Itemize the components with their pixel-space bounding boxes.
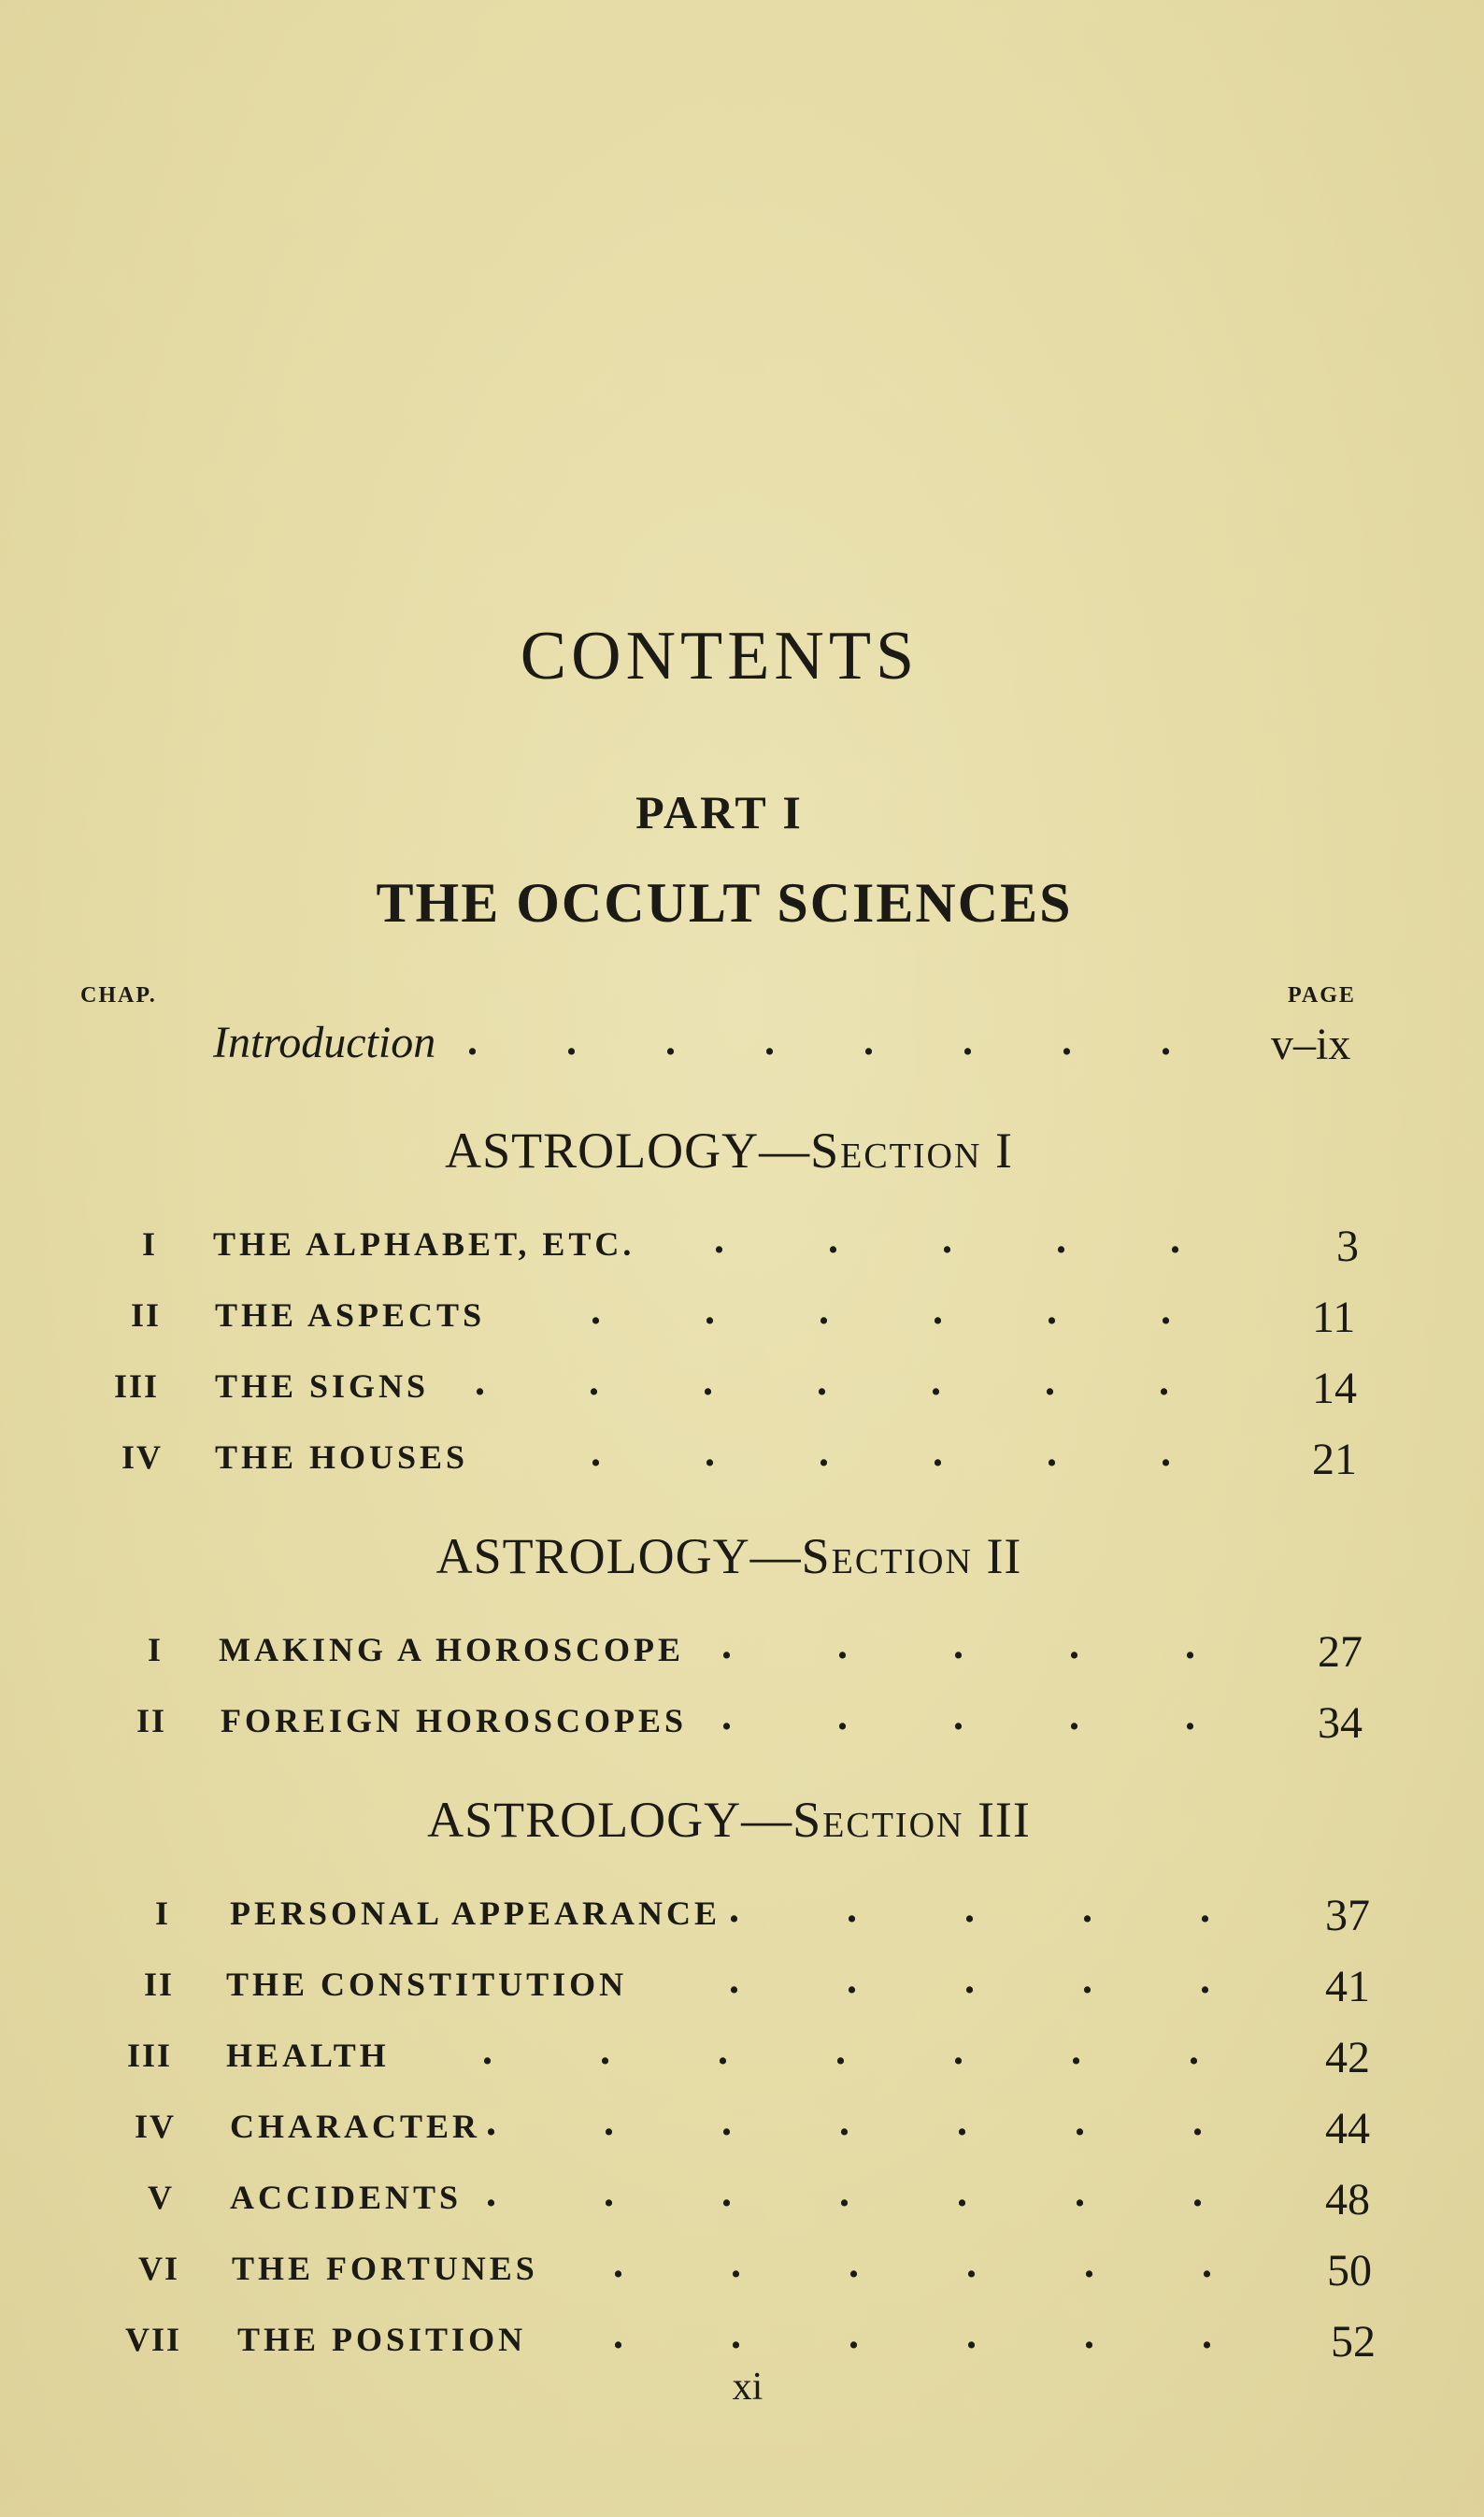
toc-entry-title: THE FORTUNES — [232, 2250, 538, 2287]
toc-entry-page: 14 — [1312, 1364, 1357, 1413]
toc-entry-chap: VI — [137, 2250, 179, 2287]
section-title: ASTROLOGY — [435, 1528, 750, 1584]
toc-entry-title: FOREIGN HOROSCOPES — [221, 1702, 688, 1739]
toc-entry-chap: II — [143, 1966, 175, 2003]
dot-leader: . . . . . . . — [486, 2169, 1203, 2215]
section-title: ASTROLOGY — [445, 1123, 760, 1179]
toc-entry-page: 21 — [1312, 1435, 1357, 1484]
toc-entry-chap: II — [130, 1296, 162, 1334]
dot-leader: . . . . . . — [613, 2240, 1212, 2286]
part-heading: PART I — [635, 786, 804, 838]
toc-entry-page: 50 — [1327, 2246, 1372, 2295]
section-dash: — — [741, 1792, 793, 1848]
toc-entry-title: HEALTH — [226, 2037, 390, 2074]
toc-entry-title: PERSONAL APPEARANCE — [230, 1895, 721, 1932]
section-heading-1 — [0, 1122, 1458, 1180]
toc-entry-chap: I — [147, 1631, 163, 1668]
section-word: Section — [801, 1528, 973, 1584]
toc-entry-title: THE ALPHABET, ETC. — [213, 1225, 635, 1263]
dot-leader: . . . . . . — [591, 1287, 1171, 1333]
dot-leader: . . . . . — [729, 1885, 1210, 1931]
toc-entry-chap: I — [141, 1225, 157, 1263]
dot-leader: . . . . . — [714, 1216, 1180, 1262]
section-word: Section — [792, 1792, 964, 1848]
toc-entry-chap: V — [148, 2179, 174, 2216]
toc-entry-chap: I — [154, 1895, 170, 1932]
dot-leader: . . . . . . — [591, 1429, 1171, 1475]
toc-entry-title: THE ASPECTS — [215, 1296, 486, 1334]
toc-entry-page: 42 — [1325, 2033, 1370, 2082]
toc-entry — [0, 1216, 1484, 1277]
toc-entry-page: v–ix — [1271, 1020, 1351, 1069]
toc-entry-chap: II — [136, 1702, 167, 1739]
toc-entry — [0, 1956, 1484, 2017]
toc-entry — [0, 2311, 1484, 2372]
section-heading-2 — [0, 1527, 1458, 1585]
section-word: Section — [810, 1123, 982, 1179]
dot-leader: . . . . . — [721, 1622, 1195, 1667]
toc-entry-chap: III — [126, 2037, 173, 2074]
dot-leader: . . . . . . . . — [467, 1018, 1171, 1064]
toc-entry-page: 44 — [1325, 2104, 1370, 2153]
toc-entry-title: CHARACTER — [230, 2108, 481, 2145]
section-heading-3 — [0, 1791, 1458, 1849]
toc-entry-page: 3 — [1336, 1222, 1359, 1271]
toc-entry-chap: IV — [134, 2108, 176, 2145]
page-title: CONTENTS — [520, 618, 920, 694]
dot-leader: . . . . . . . — [486, 2098, 1203, 2144]
dot-leader: . . . . . — [721, 1693, 1195, 1738]
dot-leader: . . . . . . . — [475, 1358, 1169, 1404]
toc-entry-title: ACCIDENTS — [230, 2179, 463, 2216]
toc-entry-page: 11 — [1312, 1293, 1356, 1342]
toc-entry — [0, 2098, 1484, 2159]
toc-entry — [0, 2240, 1484, 2301]
toc-entry — [0, 1693, 1484, 1753]
toc-entry — [0, 2169, 1484, 2230]
toc-entry — [0, 1358, 1484, 1419]
section-dash: — — [759, 1123, 811, 1179]
part-title: THE OCCULT SCIENCES — [376, 872, 1073, 934]
toc-entry-title: THE POSITION — [237, 2321, 527, 2358]
toc-entry — [0, 1287, 1484, 1348]
toc-entry-chap: VII — [124, 2321, 182, 2358]
section-numeral: II — [986, 1528, 1022, 1584]
dot-leader: . . . . . . — [613, 2311, 1212, 2357]
toc-entry-title: THE CONSTITUTION — [226, 1966, 628, 2003]
section-numeral: I — [994, 1123, 1013, 1179]
toc-entry-chap: IV — [121, 1438, 163, 1476]
toc-entry — [0, 1429, 1484, 1490]
toc-entry-chap: III — [113, 1367, 160, 1405]
chap-column-header: CHAP. — [80, 983, 157, 1008]
section-title: ASTROLOGY — [427, 1792, 742, 1848]
page-number-folio: xi — [732, 2366, 763, 2409]
section-numeral: III — [977, 1792, 1031, 1848]
toc-entry-title: THE SIGNS — [215, 1367, 430, 1405]
page-column-header: PAGE — [1288, 983, 1356, 1008]
toc-entry-page: 41 — [1325, 1962, 1370, 2011]
toc-entry-page: 37 — [1325, 1891, 1370, 1940]
toc-entry-page: 48 — [1325, 2175, 1370, 2224]
toc-entry — [0, 1622, 1484, 1682]
toc-entry-title: Introduction — [213, 1018, 436, 1067]
dot-leader: . . . . . — [729, 1956, 1210, 2002]
toc-entry-title: MAKING A HOROSCOPE — [219, 1631, 685, 1668]
toc-entry-title: THE HOUSES — [215, 1438, 469, 1476]
toc-entry — [0, 1885, 1484, 1946]
toc-entry-page: 34 — [1318, 1698, 1363, 1748]
toc-entry — [0, 2027, 1484, 2088]
section-dash: — — [749, 1528, 802, 1584]
toc-entry-introduction — [0, 1017, 1484, 1073]
toc-entry-page: 52 — [1331, 2317, 1376, 2367]
dot-leader: . . . . . . . — [482, 2027, 1199, 2073]
toc-entry-page: 27 — [1318, 1627, 1363, 1677]
